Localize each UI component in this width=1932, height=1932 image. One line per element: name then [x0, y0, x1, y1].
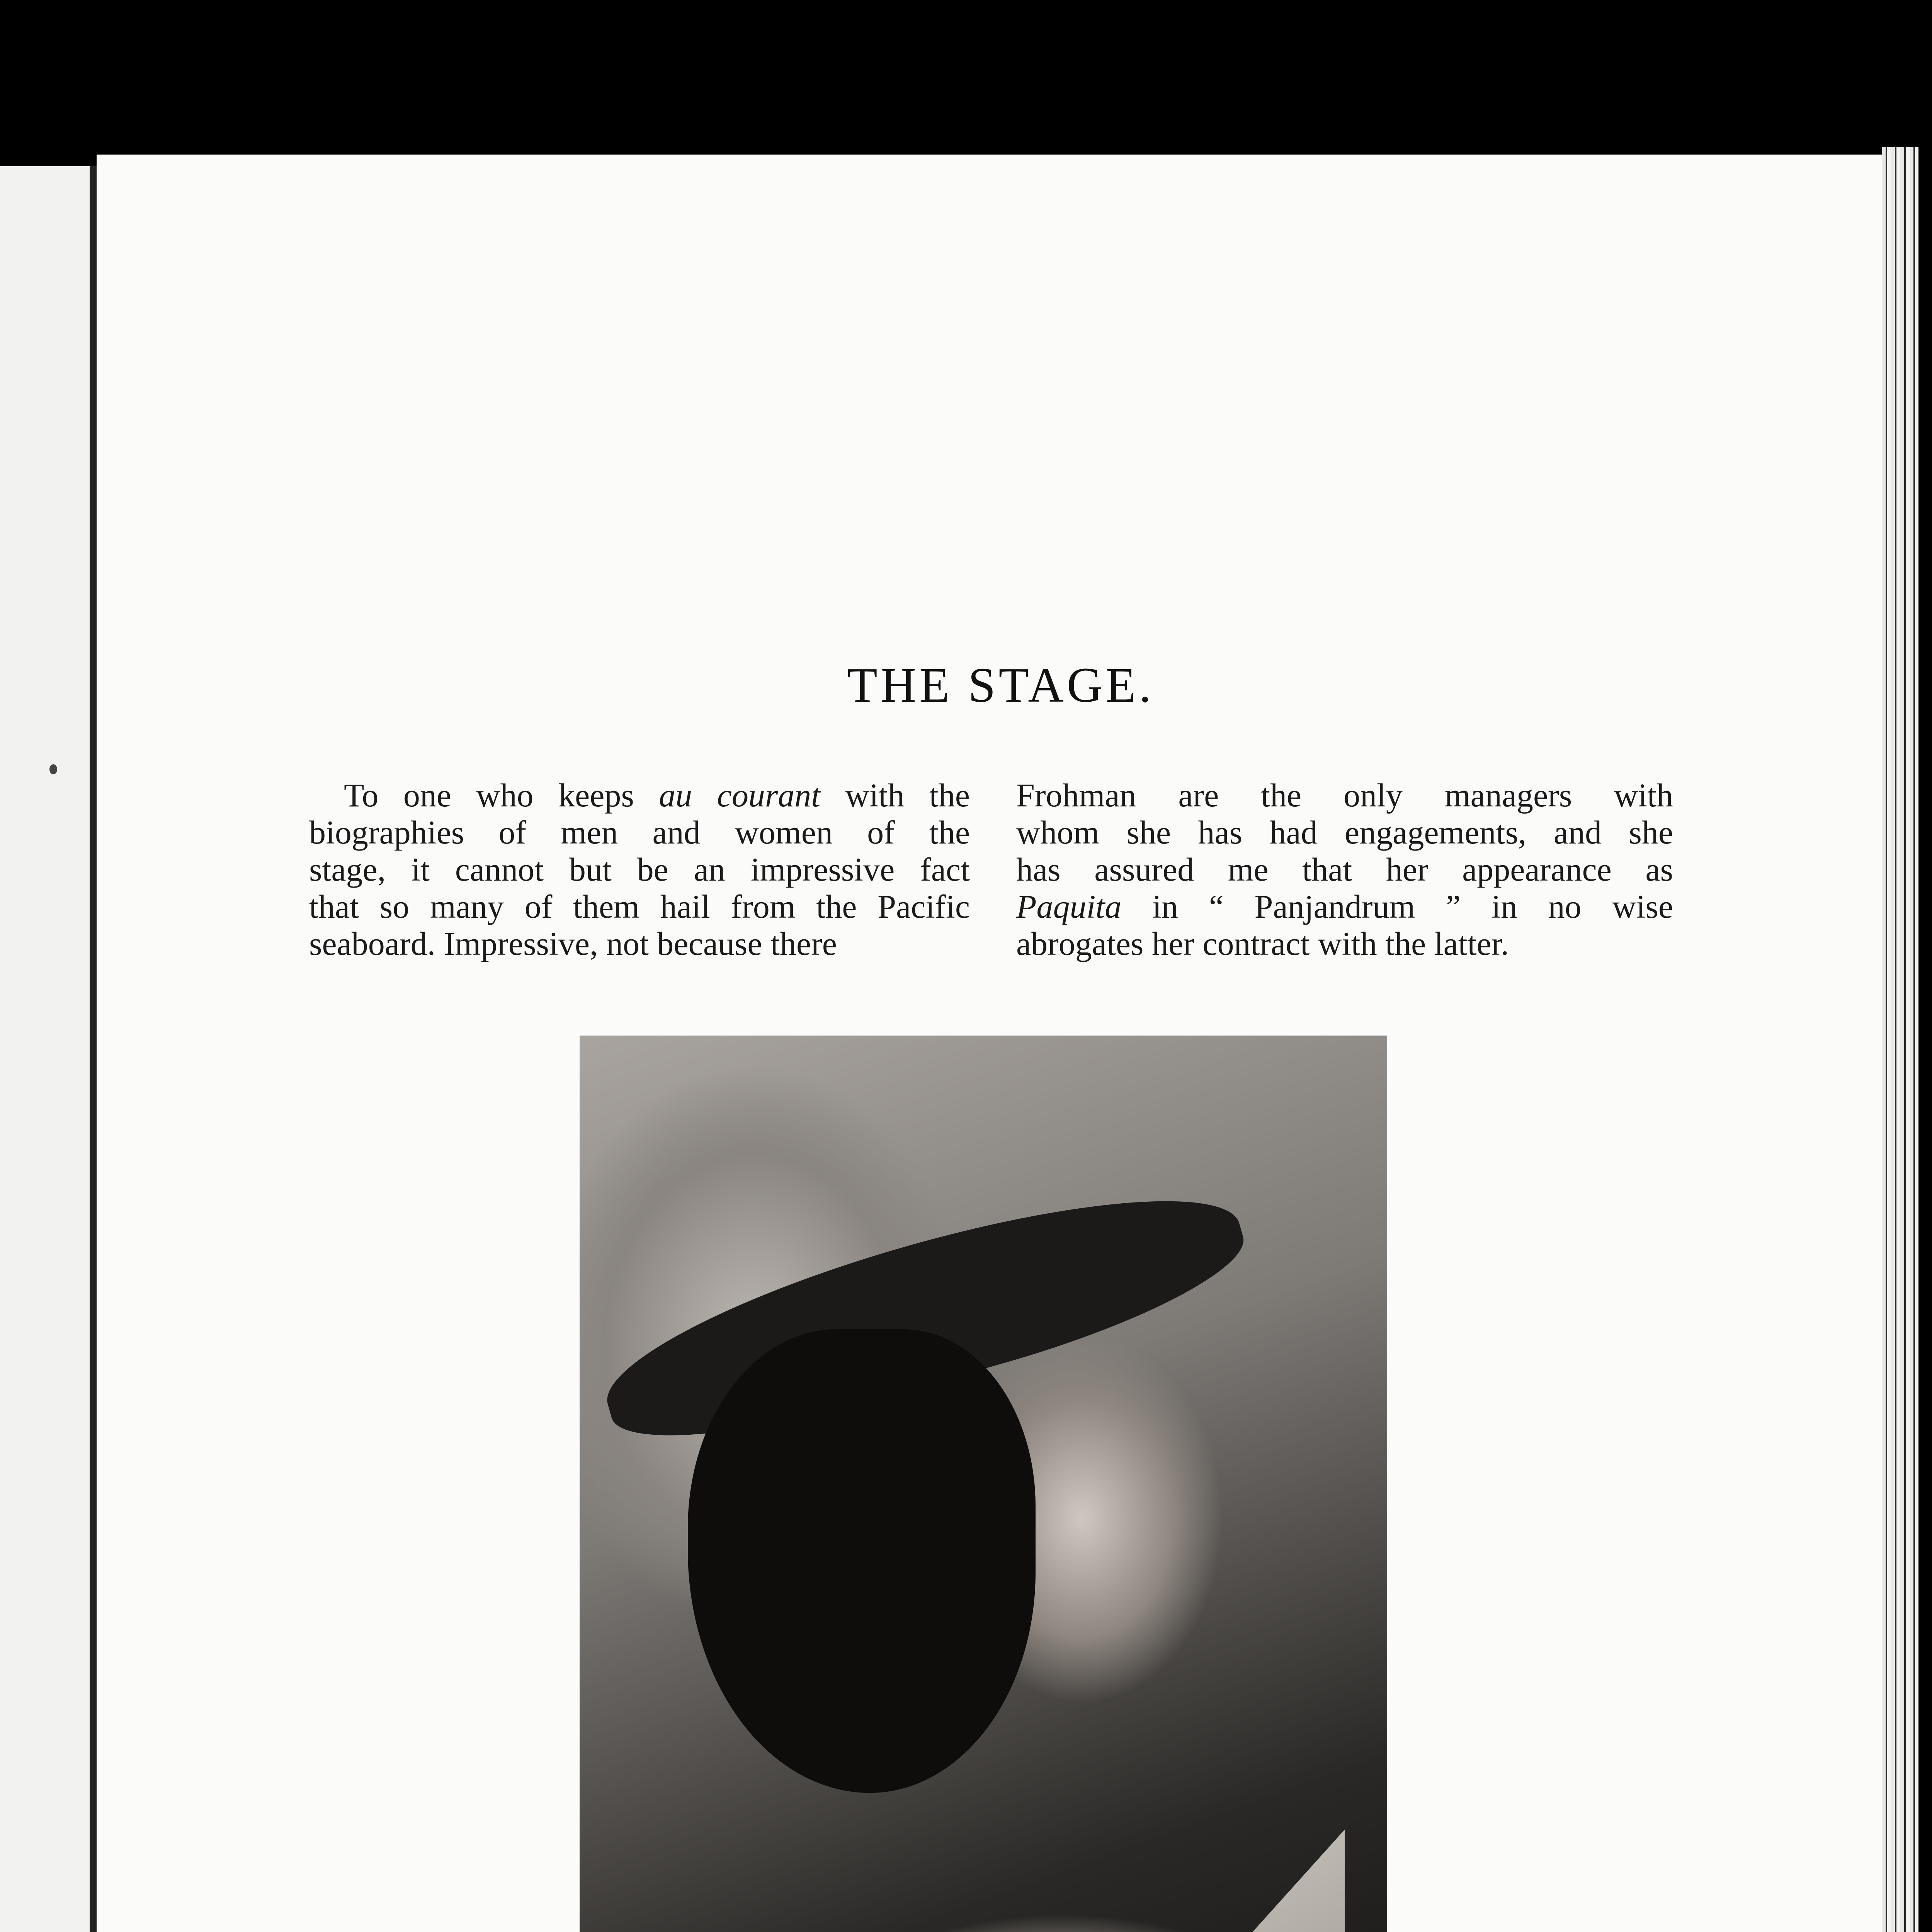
column-top-left [309, 777, 970, 962]
text-run: in “ Panjandrum ” in no wise [1121, 888, 1673, 925]
text-run: seaboard. Impressive, not because there [309, 925, 837, 962]
text-run: that so many of them hail from the Pacific [309, 888, 970, 925]
text-run: has assured me that her appearance as [1016, 851, 1673, 888]
text-run: biographies of men and women of the [309, 814, 970, 851]
text-line [1016, 814, 1673, 851]
book-gutter [90, 166, 97, 1932]
text-line [1016, 777, 1673, 814]
text-line [309, 851, 970, 888]
article-title: THE STAGE. [847, 658, 1155, 713]
text-run: with the [820, 777, 970, 814]
text-line [309, 888, 970, 925]
italic-run: au courant [659, 777, 821, 814]
text-run: whom she has had engagements, and she [1016, 814, 1673, 851]
text-line [309, 925, 970, 962]
portrait-photograph [580, 1036, 1387, 1932]
page-stack-edge [1882, 147, 1918, 1932]
column-top-right [1016, 777, 1673, 962]
text-run: To one who keeps [344, 777, 659, 814]
sailor-collar [649, 1808, 1345, 1932]
text-line [1016, 851, 1673, 888]
text-line [309, 814, 970, 851]
ink-speck [49, 764, 57, 774]
text-run: stage, it cannot but be an impressive fact [309, 851, 970, 888]
text-run: Frohman are the only managers with [1016, 777, 1673, 814]
facing-page-edge [0, 166, 97, 1932]
text-line [1016, 925, 1673, 962]
text-line [309, 777, 970, 814]
hair [688, 1329, 1036, 1793]
text-line [1016, 888, 1673, 925]
italic-run: Paquita [1016, 888, 1122, 925]
text-run: abrogates her contract with the latter. [1016, 925, 1509, 962]
